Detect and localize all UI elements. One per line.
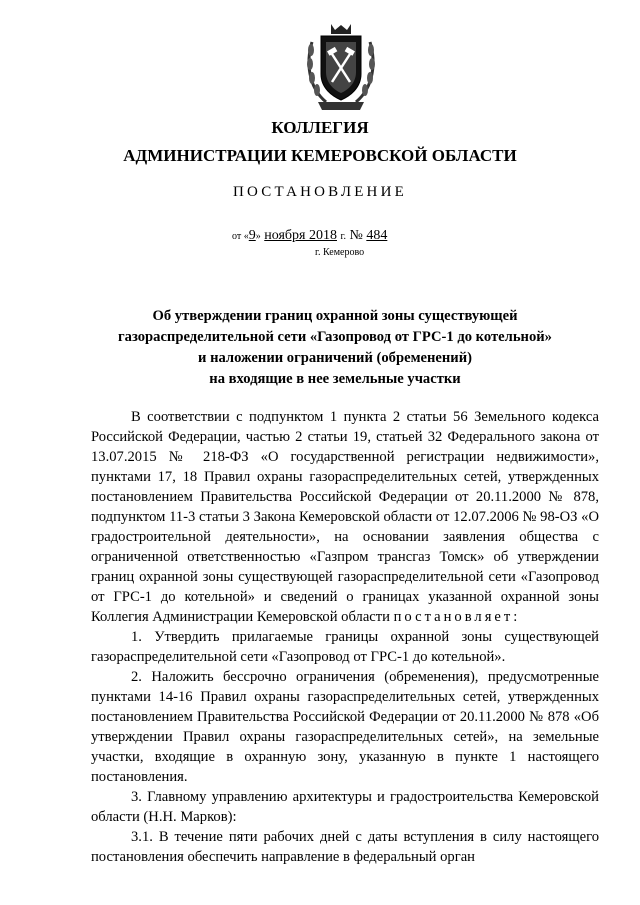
number-sign: № [349, 228, 363, 243]
organization-name-line2: АДМИНИСТРАЦИИ КЕМЕРОВСКОЙ ОБЛАСТИ [123, 146, 517, 165]
title-line: газораспределительной сети «Газопровод от ГРС-1 до котельной» [118, 329, 552, 345]
title-line: Об утверждении границ охранной зоны существующей [152, 308, 518, 324]
date-day: 9 [248, 228, 256, 243]
date-prefix: от « [232, 231, 249, 242]
city-name: г. Кемерово [315, 247, 365, 258]
date-mid: » [255, 231, 261, 242]
document-date-line [232, 228, 387, 244]
document-title [80, 306, 590, 390]
date-year-suffix: г. [340, 231, 346, 242]
document-type: ПОСТАНОВЛЕНИЕ [233, 184, 407, 200]
coat-of-arms-emblem [304, 22, 378, 112]
document-body [91, 407, 599, 867]
organization-name-line1: КОЛЛЕГИЯ [271, 118, 369, 137]
title-line: на входящие в нее земельные участки [209, 371, 461, 387]
body-paragraph: 3.1. В течение пяти рабочих дней с даты вступления в силу настоящего постановления обеспечить направление в федеральный орган [91, 829, 599, 865]
paragraph-text: В соответствии с подпунктом 1 пункта 2 статьи 56 Земельного кодекса Российской Федерации, частью 2 статьи 19, статьей 32 Федерального закона от 13.07.2015 № 218-ФЗ «О государственной регистрации недвижимости», пунктами 17, 18 Правил охраны газораспределительных сетей, утвержденных постановлением Правительства Российской Федерации от 20.11.2000 № 878, подпунктом 11-3 статьи 3 Закона Кемеровской области от 12.07.2006 № 98-ОЗ «О градостроительной деятельности», на основании заявления общества с ограниченной ответственностью «Газпром трансгаз Томск» об утверждении границ охранной зоны существующей газораспределительной сети «Газопровод от ГРС-1 до котельной» и сведений о границах указанной охранной зоны Коллегия Администрации Кемеровской области [91, 409, 599, 625]
resolution-word: постановляет: [393, 609, 521, 625]
body-paragraph [91, 407, 599, 627]
body-paragraph: 2. Наложить бессрочно ограничения (обременения), предусмотренные пунктами 14-16 Правил охраны газораспределительных сетей, утвержденных постановлением Правительства Российской Федерации от 20.11.2000 № 878 «Об утверждении Правил охраны газораспределительных сетей», на земельные участки, входящие в охранную зону, указанную в пункте 1 настоящего постановления. [91, 669, 599, 785]
title-line: и наложении ограничений (обременений) [198, 350, 472, 366]
document-number: 484 [366, 228, 388, 243]
body-paragraph: 3. Главному управлению архитектуры и градостроительства Кемеровской области (Н.Н. Марков): [91, 789, 599, 825]
date-month-year: ноября 2018 [264, 228, 337, 243]
body-paragraph: 1. Утвердить прилагаемые границы охранной зоны существующей газораспределительной сети «Газопровод от ГРС-1 до котельной». [91, 629, 599, 665]
